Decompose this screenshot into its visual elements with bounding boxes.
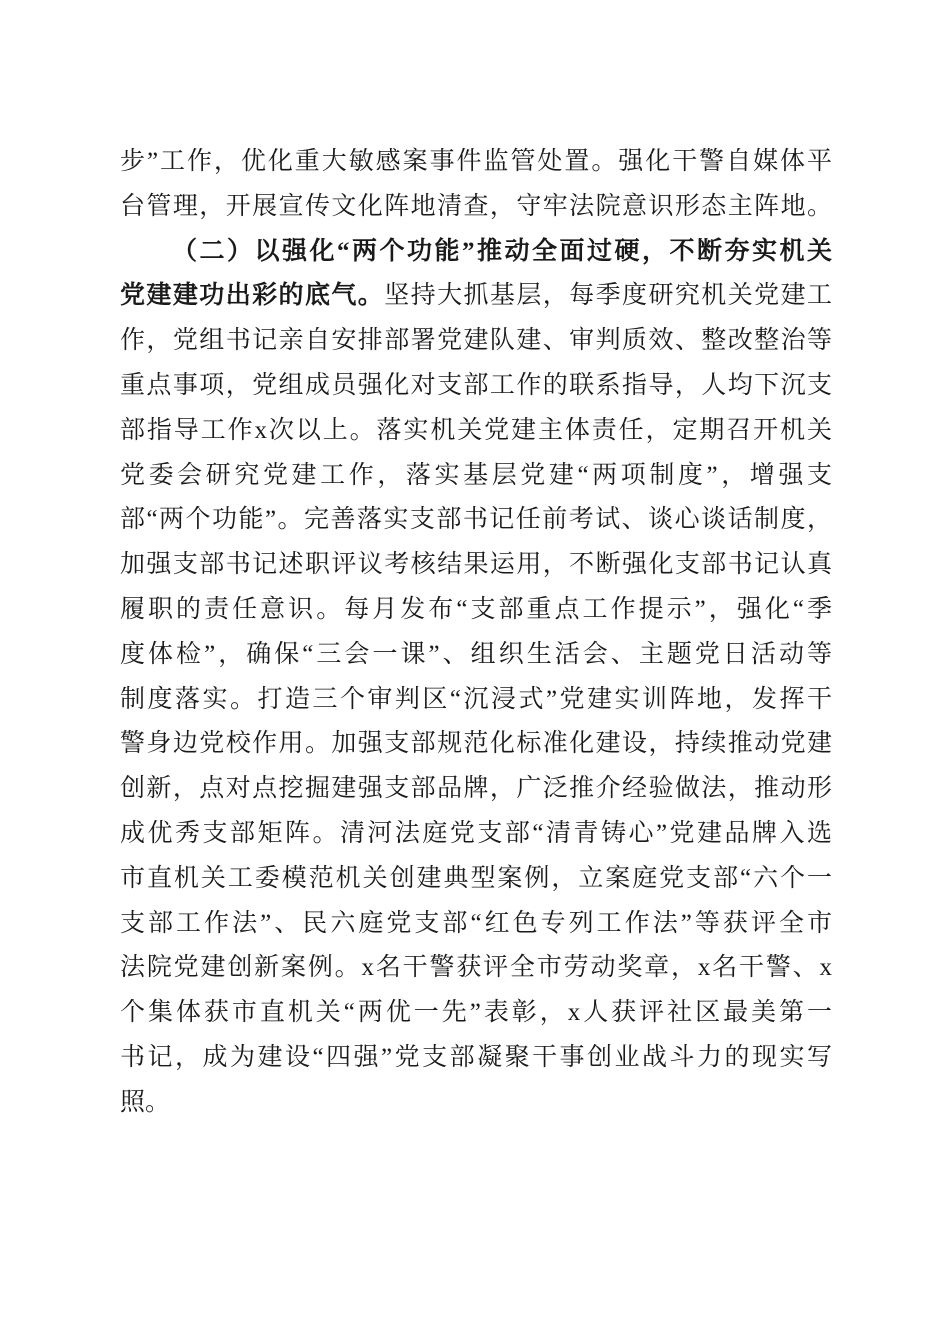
section-heading-line-end: 党建建功出彩的底气。	[120, 282, 385, 310]
text-line: 作，党组书记亲自安排部署党建队建、审判质效、整改整治等	[120, 327, 832, 355]
text-line: 制度落实。打造三个审判区“沉浸式”党建实训阵地，发挥干	[120, 685, 832, 713]
section-heading-line: （二）以强化“两个功能”推动全面过硬，不断夯实机关	[172, 237, 832, 265]
text-line: 台管理，开展宣传文化阵地清查，守牢法院意识形态主阵地。	[120, 192, 832, 220]
text-line	[120, 274, 832, 319]
text-line: 成优秀支部矩阵。清河法庭党支部“清青铸心”党建品牌入选	[120, 819, 832, 847]
text-line: 重点事项，党组成员强化对支部工作的联系指导，人均下沉支	[120, 371, 832, 399]
text-line: 步”工作，优化重大敏感案事件监管处置。强化干警自媒体平	[120, 148, 832, 175]
text-line: 创新，点对点挖掘建强支部品牌，广泛推介经验做法，推动形	[120, 775, 832, 803]
text-line: 个集体获市直机关“两优一先”表彰，x人获评社区最美第一	[120, 999, 832, 1027]
text-line: 加强支部书记述职评议考核结果运用，不断强化支部书记认真	[120, 551, 832, 579]
document-body	[120, 140, 832, 1126]
text-line: 度体检”，确保“三会一课”、组织生活会、主题党日活动等	[120, 640, 832, 668]
text-line: 部指导工作x次以上。落实机关党建主体责任，定期召开机关	[120, 416, 832, 444]
text-line-last: 照。	[120, 1088, 171, 1116]
text-segment: 坚持大抓基层，每季度研究机关党建工	[384, 282, 832, 310]
text-line: 部“两个功能”。完善落实支部书记任前考试、谈心谈话制度，	[120, 506, 832, 534]
text-line: 履职的责任意识。每月发布“支部重点工作提示”，强化“季	[120, 595, 832, 623]
text-line: 警身边党校作用。加强支部规范化标准化建设，持续推动党建	[120, 730, 832, 758]
text-line: 支部工作法”、民六庭党支部“红色专列工作法”等获评全市	[120, 909, 832, 937]
text-line: 书记，成为建设“四强”党支部凝聚干事创业战斗力的现实写	[120, 1043, 832, 1071]
text-line: 党委会研究党建工作，落实基层党建“两项制度”，增强支	[120, 461, 832, 489]
text-line: 法院党建创新案例。x名干警获评全市劳动奖章，x名干警、x	[120, 954, 832, 982]
text-line: 市直机关工委模范机关创建典型案例，立案庭党支部“六个一	[120, 864, 832, 892]
